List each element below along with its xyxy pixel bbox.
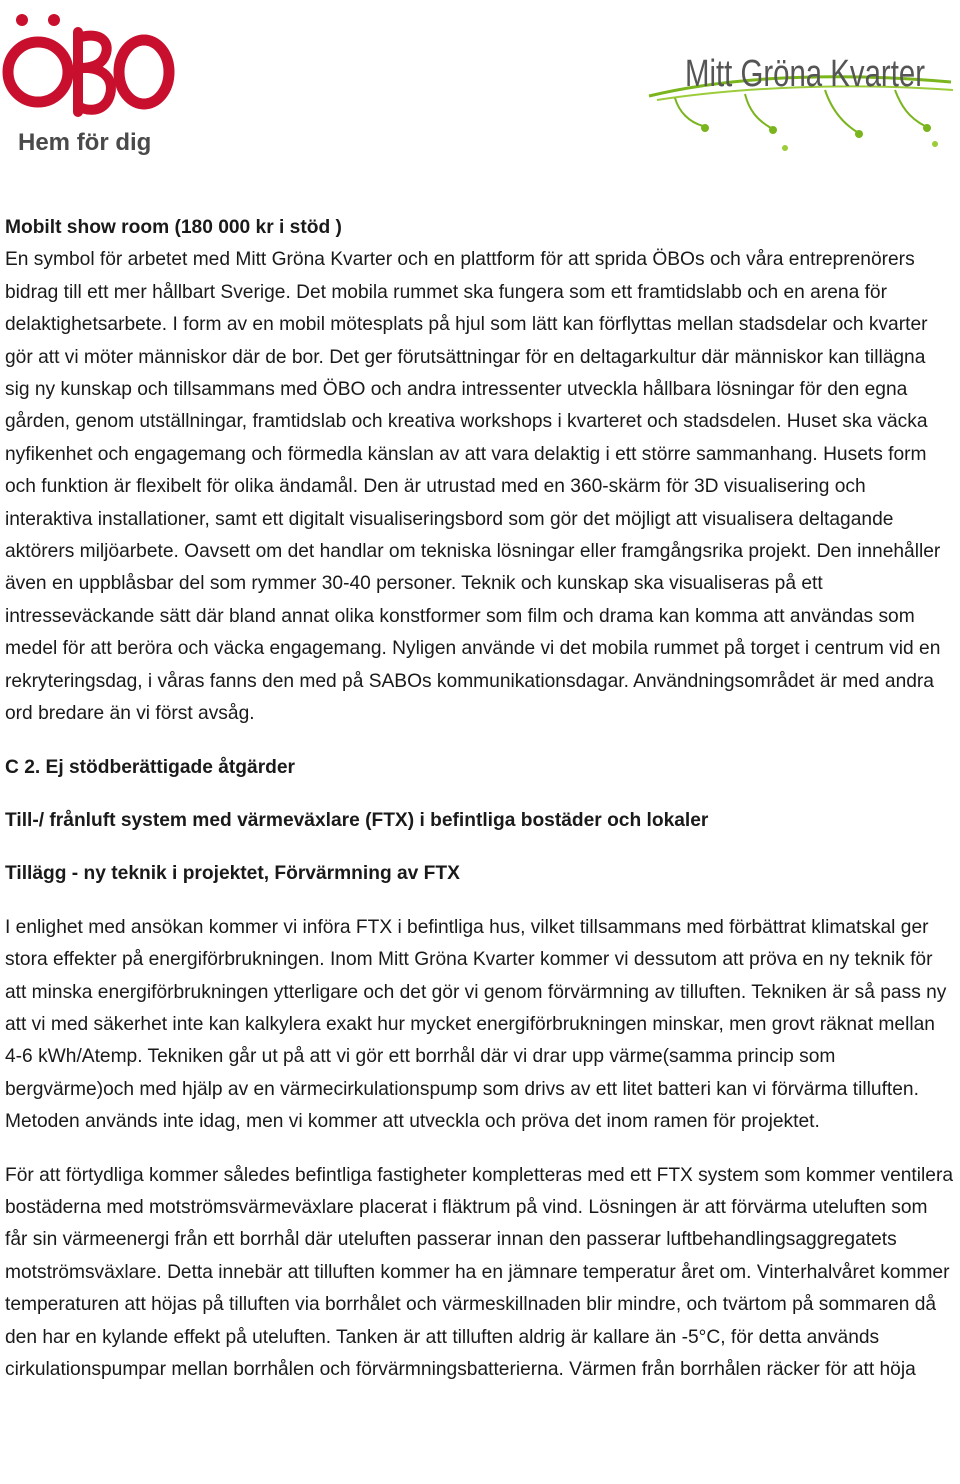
green-dot-6 <box>932 141 938 147</box>
green-tendril-1 <box>675 98 703 126</box>
obo-logo <box>0 0 180 165</box>
green-tendril-2 <box>745 94 771 128</box>
mitt-grona-kvarter-logo <box>645 40 957 158</box>
green-tendril-3 <box>825 90 857 132</box>
mgk-wordmark: Mitt Gröna Kvarter <box>685 53 926 95</box>
section-title-ftx: Till-/ frånluft system med värmeväxlare (FTX) i befintliga bostäder och lokaler <box>5 809 709 831</box>
green-dot-5 <box>782 145 788 151</box>
obo-umlaut-left <box>16 14 28 26</box>
page-header <box>0 0 960 170</box>
section-title-mobile-showroom: Mobilt show room (180 000 kr i stöd ) <box>5 217 342 238</box>
obo-o-ring <box>8 42 68 102</box>
green-dot-2 <box>769 126 777 134</box>
document-body <box>5 212 953 1386</box>
section-title-c2: C 2. Ej stödberättigade åtgärder <box>5 756 296 778</box>
obo-umlaut-right <box>48 14 60 26</box>
paragraph-mobile-showroom: En symbol för arbetet med Mitt Gröna Kvarter och en plattform för att sprida ÖBOs och våra entreprenörers bidrag till ett mer hållbart Sverige. Det mobila rummet ska fungera som ett framtidslabb och en arena för delaktighetsarbete. I form av en mobil mötesplats på hjul som lätt kan förflyttas mellan stadsdelar och kvarter gör att vi möter människor där de bor. Det ger förutsättningar för en deltagarkultur där människor kan tillägna sig ny kunskap och tillsammans med ÖBO och andra intressenter utveckla hållbara lösningar för den egna gården, genom utställningar, framtidslab och kreativa workshops i kvarteret och stadsdelen. Huset ska väcka nyfikenhet och engagemang och förmedla känslan av att vara delaktig i ett större sammanhang. Husets form och funktion är flexibelt för olika ändamål. Den är utrustad med en 360-skärm för 3D visualisering och interaktiva installationer, samt ett digitalt visualiseringsbord som gör det möjligt att visualisera deltagande aktörers miljöarbete. Oavsett om det handlar om tekniska lösningar eller framgångsrika projekt. Den innehåller även en uppblåsbar del som rymmer 30-40 personer. Teknik och kunskap ska visualiseras på ett intresseväckande sätt där bland annat olika konstformer som film och drama kan komma att användas som medel för att beröra och väcka engagemang. Nyligen använde vi det mobila rummet på torget i centrum vid en rekryteringsdag, i våras fanns den med på SABOs kommunikationsdagar. Användningsområdet är med andra ord bredare än vi först avsåg. <box>5 249 941 725</box>
obo-second-o <box>119 40 169 104</box>
green-dot-4 <box>923 124 931 132</box>
green-dot-3 <box>855 130 863 138</box>
green-dot-1 <box>701 124 709 132</box>
paragraph-ftx-2: För att förtydliga kommer således befintliga fastigheter kompletteras med ett FTX system som kommer ventilera bostäderna med motströmsvärmeväxlare placerat i fläktrum på vind. Lösningen är att förvärma uteluften som får sin värmeenergi från ett borrhål där uteluften passerar innan den passerar luftbehandlingsaggregatets motströmsväxlare. Detta innebär att tilluften kommer ha en jämnare temperatur året om. Vinterhalvåret kommer temperaturen att höjas på tilluften via borrhålet och värmeskillnaden blir mindre, och tvärtom på sommaren då den har en kylande effekt på uteluften. Tanken är att tilluften aldrig är kallare än -5°C, för detta används cirkulationspumpar mellan borrhålen och förvärmningsbatterierna. Värmen från borrhålen räcker för att höja <box>5 1164 954 1380</box>
section-title-tillagg: Tillägg - ny teknik i projektet, Förvärmning av FTX <box>5 863 460 885</box>
obo-tagline: Hem för dig <box>18 129 152 156</box>
obo-b-letter <box>78 32 111 112</box>
paragraph-ftx-1: I enlighet med ansökan kommer vi införa FTX i befintliga hus, vilket tillsammans med förbättrat klimatskal ger stora effekter på energiförbrukningen. Inom Mitt Gröna Kvarter kommer vi dessutom att pröva en ny teknik för att minska energiförbrukningen ytterligare och det gör vi genom förvärmning av tilluften. Tekniken är så pass ny att vi med säkerhet inte kan kalkylera exakt hur mycket energiförbrukningen minskar, men grovt räknat mellan 4-6 kWh/Atemp. Tekniken går ut på att vi gör ett borrhål där vi drar upp värme(samma princip som bergvärme)och med hjälp av en värmecirkulationspump som drivs av ett litet batteri kan vi förvärma tilluften. Metoden används inte idag, men vi kommer att utveckla och pröva det inom ramen för projektet. <box>5 916 947 1133</box>
green-tendril-4 <box>895 90 925 126</box>
